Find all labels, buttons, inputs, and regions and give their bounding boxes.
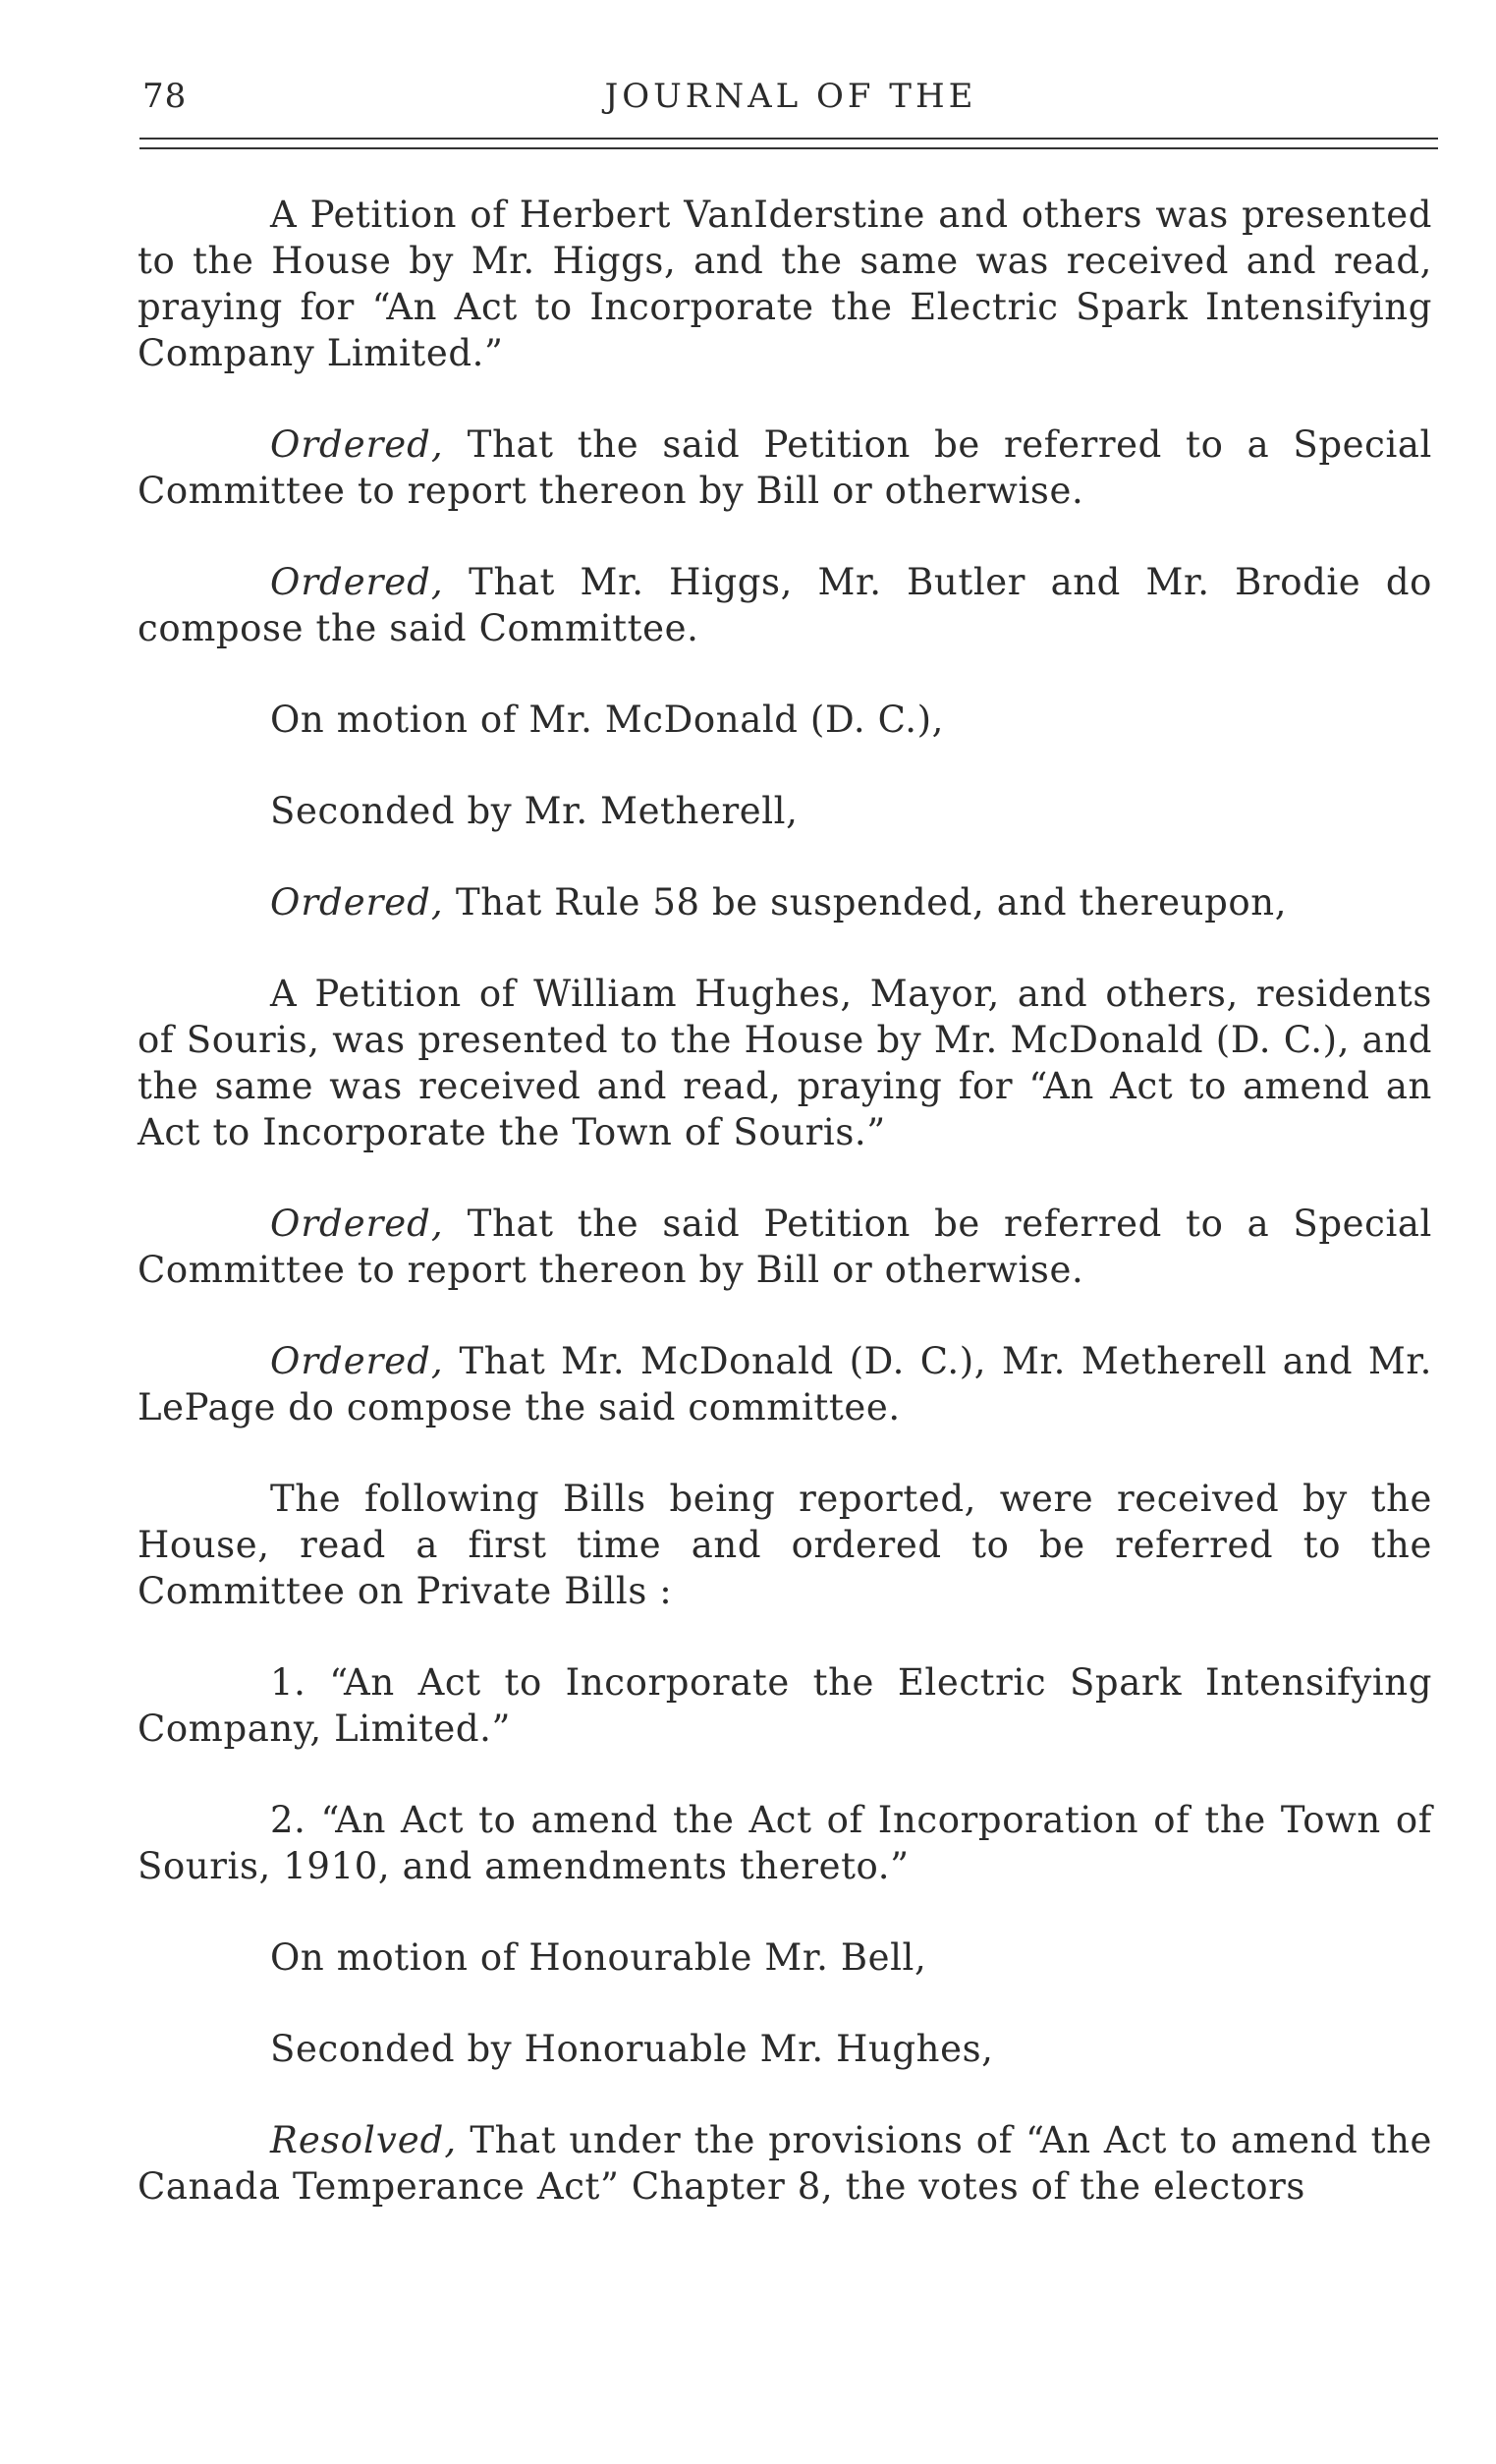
paragraph-text: A Petition of Herbert VanIderstine and others was presented to the House by Mr. Higgs, and the same was received and read, praying for “An Act to Incorporate the Electric Spark Intensifying Company Limited.” bbox=[138, 194, 1432, 374]
paragraph-resolved bbox=[138, 2117, 1432, 2210]
paragraph-motion-bell bbox=[138, 1934, 1432, 1981]
paragraph-lead: Ordered, bbox=[270, 881, 444, 924]
paragraph-petition-vaniderstine bbox=[138, 192, 1432, 376]
paragraph-ordered-rule bbox=[138, 879, 1432, 925]
paragraph-seconded bbox=[138, 788, 1432, 834]
paragraph-lead: Ordered, bbox=[270, 561, 444, 603]
paragraph-text: The following Bills being reported, were received by the House, read a first time and ordered to be referred to the Committee on Private Bills : bbox=[138, 1478, 1432, 1612]
paragraph-text: That Mr. McDonald (D. C.), Mr. Metherell and Mr. LePage do compose the said committee. bbox=[138, 1340, 1432, 1428]
paragraph-ordered-referral bbox=[138, 421, 1432, 514]
paragraph-text: A Petition of William Hughes, Mayor, and others, residents of Souris, was presented to the House by Mr. McDonald (D. C.), and the same was received and read, praying for “An Act to amend an Act to Incorporate the Town of Souris.” bbox=[138, 973, 1432, 1153]
paragraph-ordered-committee bbox=[138, 559, 1432, 651]
paragraph-text: On motion of Honourable Mr. Bell, bbox=[270, 1936, 927, 1979]
paragraph-bills-reported bbox=[138, 1476, 1432, 1614]
header-rule-top bbox=[139, 138, 1438, 140]
paragraph-text: That the said Petition be referred to a Special Committee to report thereon by Bill or otherwise. bbox=[138, 423, 1432, 512]
paragraph-text: Seconded by Mr. Metherell, bbox=[270, 790, 799, 832]
paragraph-text: That Mr. Higgs, Mr. Butler and Mr. Brodie do compose the said Committee. bbox=[138, 561, 1432, 649]
paragraph-text: That Rule 58 be suspended, and thereupon, bbox=[443, 881, 1288, 924]
paragraph-bill-2 bbox=[138, 1797, 1432, 1889]
paragraph-lead: Ordered, bbox=[270, 1340, 444, 1382]
page-header bbox=[142, 77, 1439, 136]
header-rule-bottom bbox=[139, 147, 1438, 149]
paragraph-text: On motion of Mr. McDonald (D. C.), bbox=[270, 699, 944, 741]
paragraph-text: Seconded by Honoruable Mr. Hughes, bbox=[270, 2028, 994, 2070]
paragraph-bill-1 bbox=[138, 1659, 1432, 1752]
journal-body bbox=[138, 192, 1432, 2255]
paragraph-lead: Resolved, bbox=[270, 2119, 458, 2161]
paragraph-ordered-committee-2 bbox=[138, 1338, 1432, 1430]
paragraph-text: That the said Petition be referred to a Special Committee to report thereon by Bill or otherwise. bbox=[138, 1203, 1432, 1291]
paragraph-lead: Ordered, bbox=[270, 1203, 444, 1245]
paragraph-text: 1. “An Act to Incorporate the Electric Spark Intensifying Company, Limited.” bbox=[138, 1661, 1432, 1750]
paragraph-seconded-hughes bbox=[138, 2026, 1432, 2072]
paragraph-lead: Ordered, bbox=[270, 423, 444, 466]
paragraph-motion bbox=[138, 697, 1432, 743]
paragraph-text: 2. “An Act to amend the Act of Incorporation of the Town of Souris, 1910, and amendments thereto.” bbox=[138, 1799, 1432, 1887]
paragraph-ordered-referral-2 bbox=[138, 1201, 1432, 1293]
paragraph-text: That under the provisions of “An Act to amend the Canada Temperance Act” Chapter 8, the votes of the electors bbox=[138, 2119, 1432, 2208]
page-number: 78 bbox=[142, 77, 188, 116]
running-head: JOURNAL OF THE bbox=[604, 77, 977, 116]
paragraph-petition-hughes bbox=[138, 971, 1432, 1155]
